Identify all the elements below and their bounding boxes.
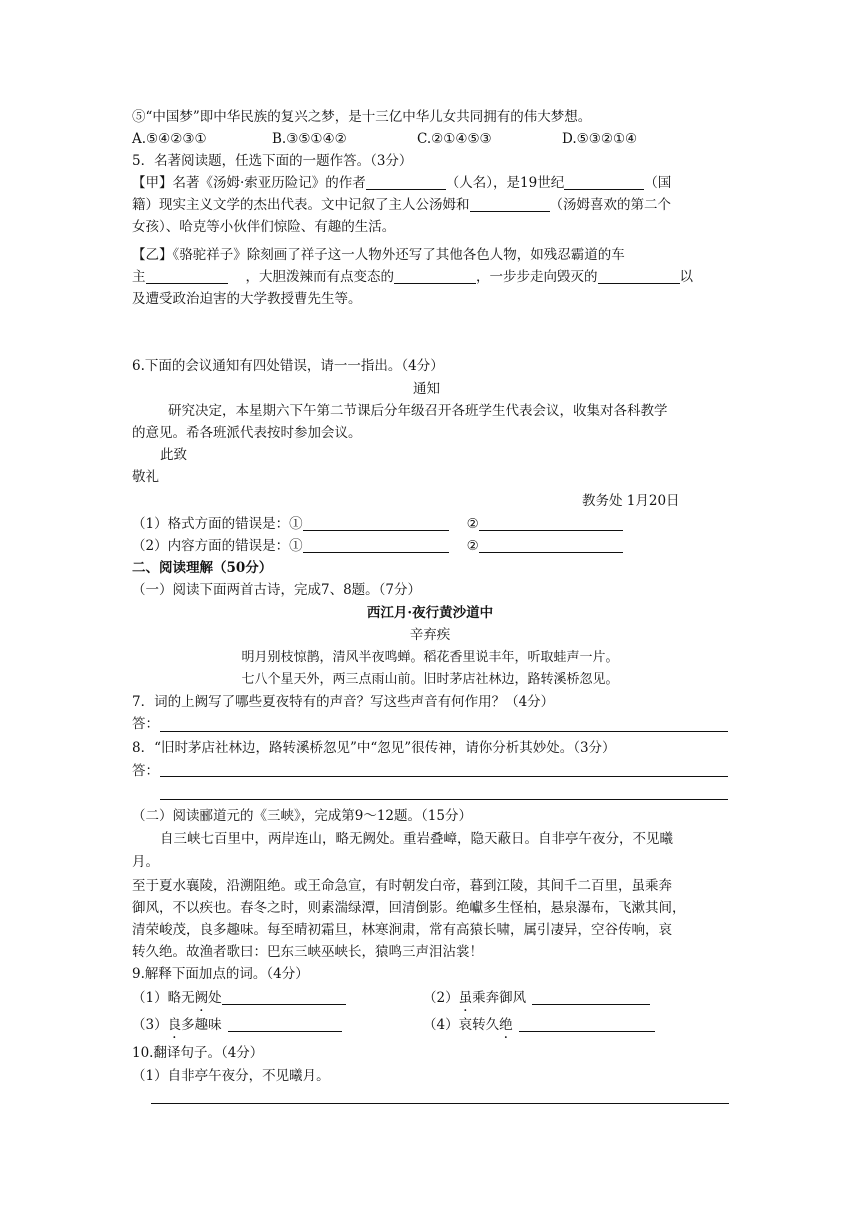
q7-answer-label: 答： (132, 716, 159, 732)
poem-line1: 明月别枝惊鹊，清风半夜鸣蝉。稻花香里说丰年，听取蛙声一片。 (241, 650, 619, 665)
blank-q9-1[interactable] (222, 990, 346, 1005)
poem-title: 西江月·夜行黄沙道中 (366, 605, 494, 621)
q5-title: 5．名著阅读题，任选下面的一题作答。（3分） (132, 153, 413, 169)
q4-option-d: D.⑤③②①④ (562, 131, 638, 147)
q10-item1: （1）自非亭午夜分，不见曦月。 (132, 1068, 330, 1084)
blank-ruined[interactable] (598, 269, 680, 284)
blank-girl[interactable] (470, 197, 550, 212)
q9-item2: （2）虽乘奔御风 (423, 988, 650, 1008)
passage-line2: 月。 (132, 854, 159, 870)
blank-content-1[interactable] (303, 538, 449, 553)
q8: 8．“旧时茅店社林边，路转溪桥忽见”中“忽见”很传神，请你分析其妙处。（3分） (132, 740, 616, 756)
blank-q9-4[interactable] (519, 1017, 655, 1032)
poem-author: 辛弃疾 (409, 627, 451, 643)
notice-cizhi: 此致 (160, 447, 187, 463)
passage-line3: 至于夏水襄陵，沿溯阻绝。或王命急宣，有时朝发白帝，暮到江陵，其间千二百里，虽乘奔 (132, 878, 672, 894)
notice-jingli: 敬礼 (132, 469, 159, 485)
blank-format-1[interactable] (303, 516, 449, 531)
q6-content-errors: （2）内容方面的错误是：① ② (132, 536, 623, 556)
q5-jia-line2: 籍）现实主义文学的杰出代表。文中记叙了主人公汤姆和 （汤姆喜欢的第二个 (132, 197, 671, 213)
q9-item1: （1）略无阙处 (132, 988, 346, 1008)
q8-answer-label: 答： (132, 763, 159, 779)
q6-format-errors: （1）格式方面的错误是：① ② (132, 514, 623, 534)
q10-answer-line[interactable] (151, 1103, 729, 1104)
q9: 9.解释下面加点的词。（4分） (132, 966, 309, 982)
passage-line6: 转久绝。故渔者歌曰：巴东三峡巫峡长，猿鸣三声泪沾裳！ (132, 944, 483, 960)
blank-author[interactable] (366, 175, 446, 190)
section2-title: 二、阅读理解（50分） (132, 560, 273, 576)
blank-content-2[interactable] (479, 538, 623, 553)
notice-body-line1: 研究决定，本星期六下午第二节课后分年级召开各班学生代表会议，收集对各科教学 (168, 403, 668, 419)
part2-intro: （二）阅读郦道元的《三峡》，完成第9～12题。（15分） (132, 808, 472, 824)
blank-bold-woman[interactable] (394, 269, 476, 284)
q4-item5: ⑤“中国梦”即中华民族的复兴之梦，是十三亿中华儿女共同拥有的伟大梦想。 (132, 109, 592, 125)
q5-yi-line2: 主 ，大胆泼辣而有点变态的 ，一步步走向毁灭的 以 (132, 269, 693, 285)
blank-century[interactable] (564, 175, 644, 190)
q5-yi-line3: 及遭受政治迫害的大学教授曹先生等。 (132, 291, 362, 307)
q4-option-b: B.③⑤①④② (272, 131, 347, 147)
blank-format-2[interactable] (479, 516, 623, 531)
passage-line5: 清荣峻茂，良多趣味。每至晴初霜旦，林寒涧肃，常有高猿长啸，属引凄异，空谷传响，哀 (132, 922, 672, 938)
q5-jia-line3: 女孩）、哈克等小伙伴们惊险、有趣的生活。 (132, 219, 396, 235)
blank-q9-2[interactable] (532, 990, 650, 1005)
q7: 7．词的上阙写了哪些夏夜特有的声音？写这些声音有何作用？（4分） (132, 694, 555, 710)
passage-line4: 御风，不以疾也。春冬之时，则素湍绿潭，回清倒影。绝巘多生怪柏，悬泉瀑布，飞漱其间， (132, 900, 686, 916)
q5-yi-line1: 【乙】《骆驼祥子》除刻画了祥子这一人物外还写了其他各色人物，如残忍霸道的车 (132, 247, 625, 263)
q4-option-c: C.②①④⑤③ (417, 131, 492, 147)
q5-jia-line1: 【甲】名著《汤姆·索亚历险记》的作者 （人名），是19世纪 （国 (132, 175, 672, 191)
blank-q9-3[interactable] (228, 1017, 342, 1032)
q10: 10.翻译句子。（4分） (132, 1045, 264, 1061)
part1-intro: （一）阅读下面两首古诗，完成7、8题。（7分） (132, 582, 422, 598)
q8-answer-line-1[interactable] (160, 776, 728, 777)
notice-signature: 教务处 1月20日 (582, 493, 680, 509)
q6-title: 6.下面的会议通知有四处错误，请一一指出。（4分） (132, 358, 444, 374)
q9-item4: （4）哀转久绝 (423, 1015, 655, 1035)
q4-option-a: A.⑤④②③① (132, 131, 207, 147)
poem-line2: 七八个星天外，两三点雨山前。旧时茅店社林边，路转溪桥忽见。 (241, 672, 619, 687)
notice-title: 通知 (413, 381, 440, 397)
q8-answer-line-2[interactable] (160, 799, 728, 800)
notice-body-line2: 的意见。希各班派代表按时参加会议。 (132, 425, 362, 441)
q7-answer-line[interactable] (160, 731, 728, 732)
q9-item3: （3）良多趣味 (132, 1015, 342, 1035)
blank-chezhu[interactable] (146, 269, 228, 284)
passage-line1: 自三峡七百里中，两岸连山，略无阙处。重岩叠嶂，隐天蔽日。自非亭午夜分，不见曦 (160, 831, 673, 847)
